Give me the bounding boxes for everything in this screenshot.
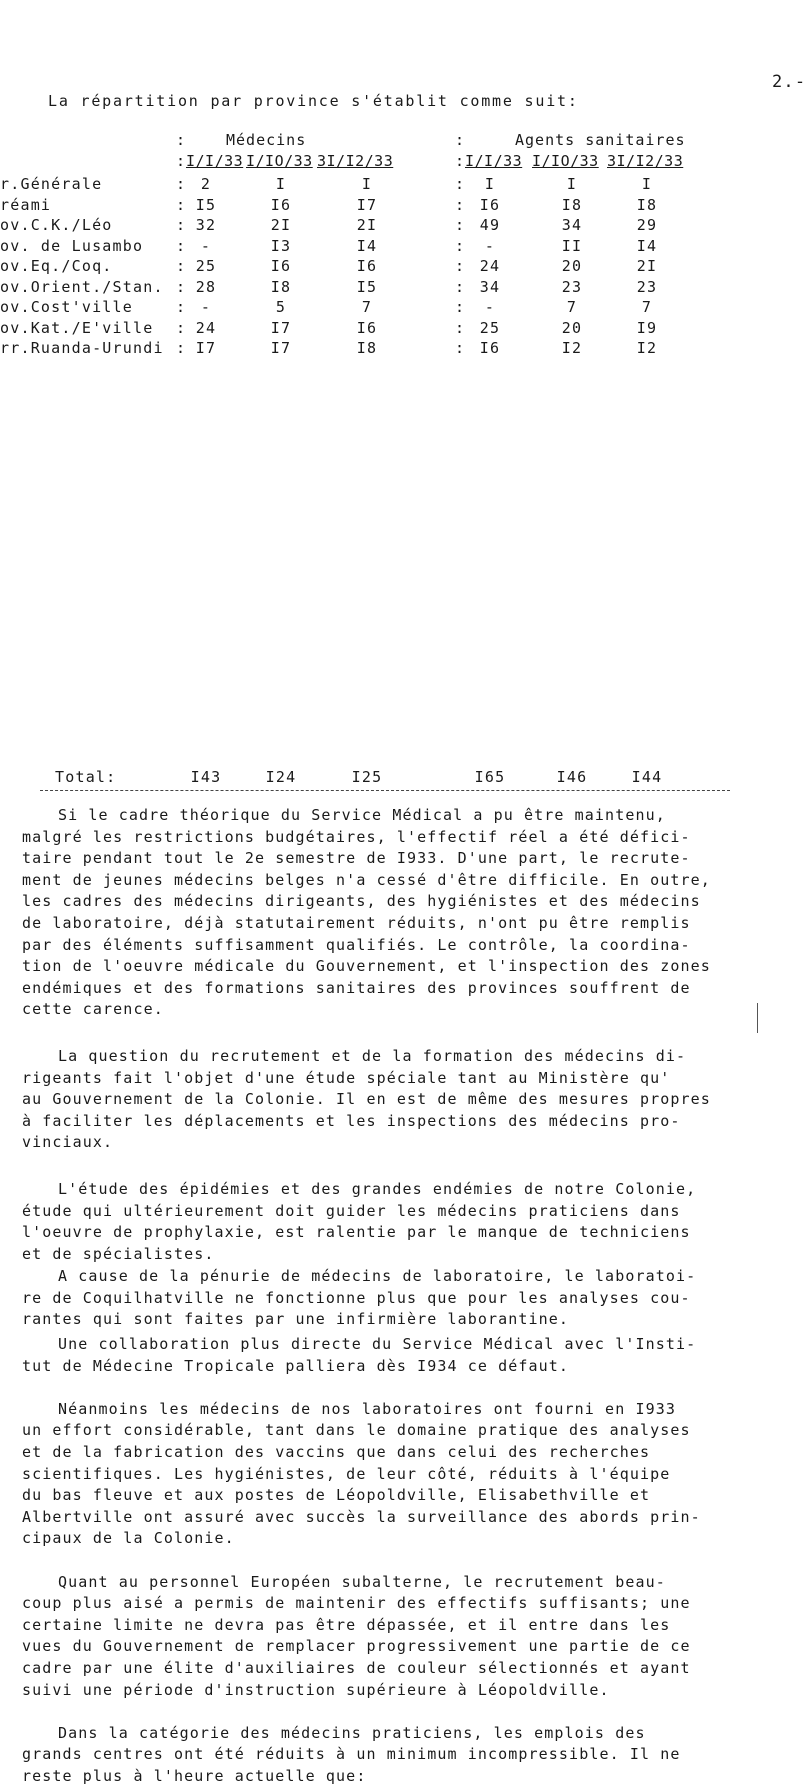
row-colon: : bbox=[176, 236, 187, 255]
text-line: l'oeuvre de prophylaxie, est ralentie par le manque de techniciens bbox=[22, 1223, 691, 1242]
cell-agents: 2I bbox=[636, 257, 658, 275]
text-line: Albertville ont assuré avec succès la surveillance des abords prin- bbox=[22, 1507, 701, 1526]
row-colon: : bbox=[455, 236, 466, 255]
cell-medecins: I4 bbox=[356, 236, 378, 255]
text-line: cipaux de la Colonie. bbox=[22, 1529, 235, 1548]
cell-medecins: - bbox=[200, 236, 212, 255]
cell-medecins: 2I bbox=[270, 216, 292, 234]
cell-agents: 7 bbox=[566, 298, 578, 316]
cell-agents: 20 bbox=[561, 257, 583, 275]
text-line: cette carence. bbox=[22, 1000, 164, 1019]
row-colon: : bbox=[455, 298, 466, 316]
row-label: réami bbox=[0, 195, 52, 214]
group-header-medecins: Médecins bbox=[226, 131, 307, 149]
cell-agents: 34 bbox=[561, 216, 583, 234]
row-label: ov. de Lusambo bbox=[0, 236, 144, 255]
cell-medecins: 2I bbox=[356, 216, 378, 234]
text-line: re de Coquilhatville ne fonctionne plus que pour les analyses cou- bbox=[22, 1288, 691, 1307]
cell-medecins: 7 bbox=[361, 298, 373, 316]
cell-agents: 7 bbox=[641, 298, 653, 316]
group-header-agents: Agents sanitaires bbox=[515, 131, 686, 149]
total-agents-2: I46 bbox=[556, 768, 588, 786]
text-line: les cadres des médecins dirigeants, des hygiénistes et des médecins bbox=[22, 892, 701, 911]
cell-medecins: I6 bbox=[356, 257, 378, 275]
cell-medecins: I8 bbox=[356, 339, 378, 357]
text-line: tut de Médecine Tropicale palliera dès I934 ce défaut. bbox=[22, 1356, 570, 1375]
row-colon: : bbox=[176, 257, 187, 275]
total-agents-1: I65 bbox=[474, 768, 506, 786]
page-number: 2.- bbox=[772, 72, 806, 92]
text-line: au Gouvernement de la Colonie. Il en est de même des mesures propres bbox=[22, 1090, 711, 1109]
row-colon: : bbox=[455, 195, 466, 214]
header-colon-2: : bbox=[455, 131, 466, 149]
cell-medecins: 32 bbox=[195, 216, 217, 234]
text-line: endémiques et des formations sanitaires des provinces souffrent de bbox=[22, 978, 691, 997]
cell-medecins: I5 bbox=[356, 277, 378, 296]
text-line: coup plus aisé a permis de maintenir des effectifs suffisants; une bbox=[22, 1594, 691, 1613]
text-line: à faciliter les déplacements et les inspections des médecins pro- bbox=[22, 1111, 681, 1130]
paragraph-1 bbox=[22, 805, 782, 1021]
cell-medecins: 5 bbox=[275, 298, 287, 316]
total-medecins-3: I25 bbox=[351, 768, 383, 786]
paragraph-5 bbox=[22, 1334, 782, 1377]
row-colon: : bbox=[455, 318, 466, 337]
row-label: r.Générale bbox=[0, 175, 103, 193]
cell-agents: I bbox=[484, 175, 496, 193]
cell-agents: II bbox=[561, 236, 583, 255]
cell-medecins: 28 bbox=[195, 277, 217, 296]
cell-medecins: I6 bbox=[270, 257, 292, 275]
row-label: ov.Cost'ville bbox=[0, 298, 133, 316]
cell-medecins: I7 bbox=[195, 339, 217, 357]
cell-agents: 23 bbox=[636, 277, 658, 296]
date-medecins-1: I/I/33 bbox=[186, 152, 244, 170]
cell-medecins: 24 bbox=[195, 318, 217, 337]
cell-agents: 29 bbox=[636, 216, 658, 234]
text-line: par des éléments suffisamment qualifiés. Le contrôle, la coordina- bbox=[22, 935, 691, 954]
text-line: étude qui ultérieurement doit guider les médecins praticiens dans bbox=[22, 1201, 681, 1220]
row-colon: : bbox=[455, 175, 466, 193]
cell-agents: I bbox=[566, 175, 578, 193]
row-colon: : bbox=[176, 339, 187, 357]
cell-agents: 25 bbox=[479, 318, 501, 337]
total-medecins-1: I43 bbox=[190, 768, 222, 786]
date-medecins-2: I/IO/33 bbox=[246, 152, 313, 170]
paragraph-7 bbox=[22, 1572, 782, 1702]
margin-mark bbox=[757, 1003, 758, 1033]
cell-medecins: 2 bbox=[200, 175, 212, 193]
row-colon: : bbox=[176, 318, 187, 337]
row-colon: : bbox=[176, 298, 187, 316]
total-medecins-2: I24 bbox=[265, 768, 297, 786]
cell-medecins: I bbox=[275, 175, 287, 193]
text-line: Néanmoins les médecins de nos laboratoires ont fourni en I933 bbox=[58, 1399, 676, 1418]
row-colon: : bbox=[176, 175, 187, 193]
paragraph-6 bbox=[22, 1399, 782, 1550]
text-line: de laboratoire, déjà statutairement réduits, n'ont pu être remplis bbox=[22, 913, 691, 932]
cell-agents: I4 bbox=[636, 236, 658, 255]
cell-medecins: 25 bbox=[195, 257, 217, 275]
cell-agents: - bbox=[484, 236, 496, 255]
total-separator-line bbox=[40, 790, 730, 791]
row-label: ov.Eq./Coq. bbox=[0, 257, 113, 275]
text-line: scientifiques. Les hygiénistes, de leur côté, réduits à l'équipe bbox=[22, 1464, 671, 1483]
text-line: rigeants fait l'objet d'une étude spéciale tant au Ministère qu' bbox=[22, 1068, 671, 1087]
text-line: Si le cadre théorique du Service Médical a pu être maintenu, bbox=[58, 806, 666, 824]
text-line: vues du Gouvernement de remplacer progressivement une partie de ce bbox=[22, 1637, 691, 1656]
row-colon: : bbox=[455, 257, 466, 275]
subheader-colon-2: : bbox=[455, 152, 466, 170]
cell-agents: 24 bbox=[479, 257, 501, 275]
row-colon: : bbox=[176, 195, 187, 214]
row-label: ov.Kat./E'ville bbox=[0, 318, 154, 337]
date-agents-1: I/I/33 bbox=[465, 152, 523, 170]
text-line: Dans la catégorie des médecins praticiens, les emplois des bbox=[58, 1723, 646, 1742]
text-line: tion de l'oeuvre médicale du Gouvernement, et l'inspection des zones bbox=[22, 957, 711, 976]
text-line: L'étude des épidémies et des grandes endémies de notre Colonie, bbox=[58, 1180, 697, 1198]
paragraph-3 bbox=[22, 1179, 782, 1265]
cell-agents: I6 bbox=[479, 339, 501, 357]
cell-medecins: I6 bbox=[356, 318, 378, 337]
cell-medecins: I7 bbox=[356, 195, 378, 214]
text-line: ment de jeunes médecins belges n'a cessé d'être difficile. En outre, bbox=[22, 870, 711, 889]
paragraph-8 bbox=[22, 1723, 782, 1788]
intro-line: La répartition par province s'établit comme suit: bbox=[48, 92, 579, 110]
cell-medecins: I7 bbox=[270, 339, 292, 357]
text-line: suivi une période d'instruction supérieure à Léopoldville. bbox=[22, 1680, 610, 1699]
cell-agents: 20 bbox=[561, 318, 583, 337]
row-label: ov.Orient./Stan. bbox=[0, 277, 164, 296]
cell-medecins: I8 bbox=[270, 277, 292, 296]
text-line: taire pendant tout le 2e semestre de I933. D'une part, le recrute- bbox=[22, 849, 691, 868]
text-line: grands centres ont été réduits à un minimum incompressible. Il ne bbox=[22, 1745, 681, 1764]
cell-agents: I8 bbox=[636, 195, 658, 214]
paragraph-2 bbox=[22, 1046, 782, 1154]
row-label: ov.C.K./Léo bbox=[0, 216, 113, 234]
cell-agents: I2 bbox=[561, 339, 583, 357]
cell-medecins: I6 bbox=[270, 195, 292, 214]
row-colon: : bbox=[455, 277, 466, 296]
header-colon-1: : bbox=[176, 131, 187, 149]
cell-agents: - bbox=[484, 298, 496, 316]
text-line: La question du recrutement et de la formation des médecins di- bbox=[58, 1047, 687, 1065]
text-line: Quant au personnel Européen subalterne, le recrutement beau- bbox=[58, 1572, 666, 1591]
row-colon: : bbox=[455, 339, 466, 357]
cell-agents: I8 bbox=[561, 195, 583, 214]
paragraph-4 bbox=[22, 1266, 782, 1331]
cell-agents: I2 bbox=[636, 339, 658, 357]
date-medecins-3: 3I/I2/33 bbox=[317, 152, 394, 170]
cell-medecins: I3 bbox=[270, 236, 292, 255]
cell-agents: I6 bbox=[479, 195, 501, 214]
cell-medecins: I5 bbox=[195, 195, 217, 214]
text-line: et de spécialistes. bbox=[22, 1244, 215, 1263]
row-label: rr.Ruanda-Urundi bbox=[0, 339, 164, 357]
text-line: reste plus à l'heure actuelle que: bbox=[22, 1766, 367, 1785]
text-line: rantes qui sont faites par une infirmière laborantine. bbox=[22, 1310, 570, 1329]
cell-medecins: I7 bbox=[270, 318, 292, 337]
total-label: Total: bbox=[55, 768, 117, 786]
text-line: malgré les restrictions budgétaires, l'effectif réel a été défici- bbox=[22, 827, 691, 846]
cell-agents: I bbox=[641, 175, 653, 193]
row-colon: : bbox=[455, 216, 466, 234]
cell-agents: 49 bbox=[479, 216, 501, 234]
text-line: A cause de la pénurie de médecins de laboratoire, le laboratoi- bbox=[58, 1267, 697, 1285]
cell-agents: I9 bbox=[636, 318, 658, 337]
date-agents-3: 3I/I2/33 bbox=[607, 152, 684, 170]
row-colon: : bbox=[176, 216, 187, 234]
date-agents-2: I/IO/33 bbox=[532, 152, 599, 170]
text-line: vinciaux. bbox=[22, 1133, 114, 1152]
cell-agents: 34 bbox=[479, 277, 501, 296]
cell-medecins: I bbox=[361, 175, 373, 193]
cell-agents: 23 bbox=[561, 277, 583, 296]
text-line: du bas fleuve et aux postes de Léopoldville, Elisabethville et bbox=[22, 1486, 651, 1505]
text-line: Une collaboration plus directe du Service Médical avec l'Insti- bbox=[58, 1335, 697, 1353]
text-line: cadre par une élite d'auxiliaires de couleur sélectionnés et ayant bbox=[22, 1658, 691, 1677]
cell-medecins: - bbox=[200, 298, 212, 316]
text-line: un effort considérable, tant dans le domaine pratique des analyses bbox=[22, 1421, 691, 1440]
text-line: et de la fabrication des vaccins que dans celui des recherches bbox=[22, 1442, 651, 1461]
total-agents-3: I44 bbox=[631, 768, 663, 786]
subheader-colon-1: : bbox=[176, 152, 187, 170]
text-line: certaine limite ne devra pas être dépassée, et il entre dans les bbox=[22, 1615, 671, 1634]
row-colon: : bbox=[176, 277, 187, 296]
